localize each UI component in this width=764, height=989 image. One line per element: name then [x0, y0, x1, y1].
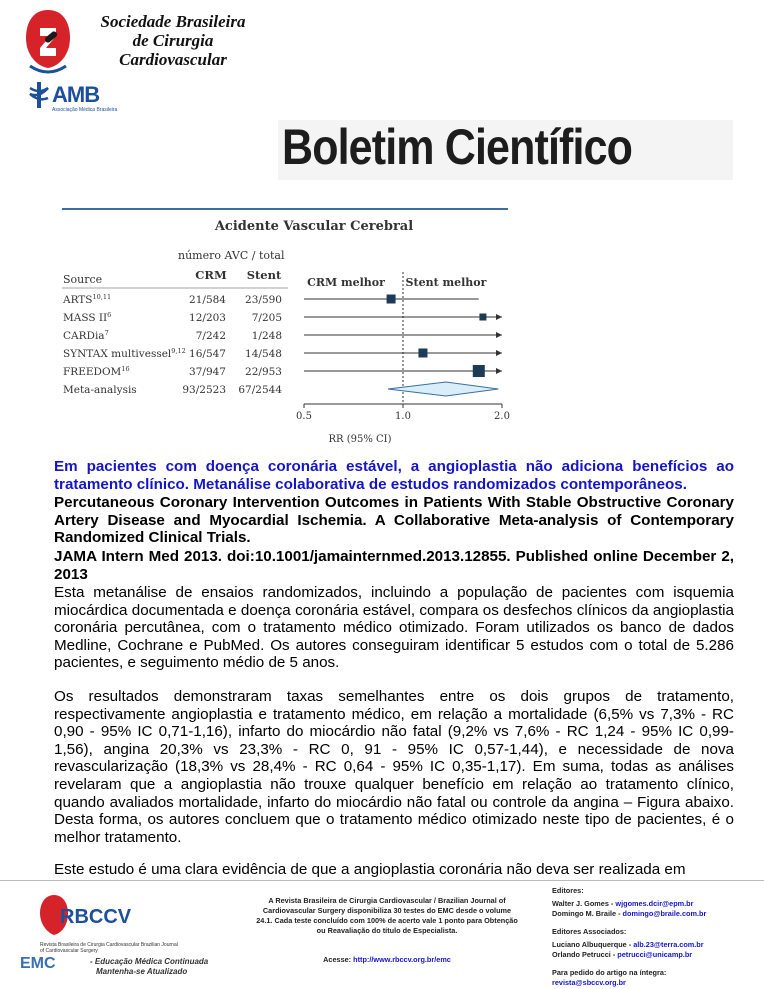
- amb-logo-text: AMB: [52, 82, 100, 107]
- amb-subtext: Associação Médica Brasileira: [52, 107, 118, 113]
- bulletin-title: Boletim Científico: [282, 119, 633, 175]
- order-email[interactable]: revista@sbccv.org.br: [552, 978, 626, 987]
- assoc-1-name: Luciano Albuquerque -: [552, 940, 632, 949]
- assoc-2-name: Orlando Petrucci -: [552, 950, 616, 959]
- label-stent-better: Stent melhor: [405, 276, 487, 289]
- footer-editors: [552, 886, 752, 988]
- ci-arrow: [496, 350, 502, 356]
- assoc-2-email[interactable]: petrucci@unicamp.br: [617, 950, 693, 959]
- editor-1-email[interactable]: wjgomes.dcir@epm.br: [615, 899, 694, 908]
- row-crm-count: 21/584: [189, 294, 226, 306]
- access-label: Acesse:: [323, 955, 352, 964]
- article-citation: JAMA Intern Med 2013. doi:10.1001/jamainternmed.2013.12855. Published online December 2, 2013: [54, 548, 734, 583]
- society-name: [78, 12, 268, 69]
- row-source: SYNTAX multivessel$^{9,12}$: [63, 347, 186, 360]
- emc-logo: EMC: [20, 955, 56, 972]
- row-source: Meta-analysis: [63, 384, 137, 396]
- row-stent-count: 22/953: [245, 366, 282, 378]
- sbccv-logo: [22, 6, 74, 76]
- ci-arrow: [496, 314, 502, 320]
- x-tick-label: 2.0: [494, 411, 510, 422]
- footer-access: [256, 955, 518, 964]
- row-stent-count: 67/2544: [238, 384, 282, 396]
- article-title-en: Percutaneous Coronary Intervention Outcomes in Patients With Stable Obstructive Coronary Artery Disease and Myocardial Ischemia. A Collaborative Meta-analysis of Contemporary Randomized Clinical Trials.: [54, 494, 734, 547]
- x-tick-label: 1.0: [395, 411, 411, 422]
- col-stent: Stent: [246, 268, 282, 282]
- point-estimate: [387, 295, 396, 304]
- row-source: CARDia$^7$: [63, 329, 109, 342]
- row-stent-count: 14/548: [245, 348, 282, 360]
- rbccv-logo-text: RBCCV: [60, 906, 132, 928]
- assoc-editors-heading: Editores Associados:: [552, 927, 627, 936]
- paragraph-2: Os resultados demonstraram taxas semelhantes entre os dois grupos de tratamento, respectivamente angioplastia e tratamento médico, em relação a mortalidade (6,5% vs 7,3% - RC 0,90 - 95% IC 0,71-1,16), infarto do miocárdio não fatal (9,2% vs 7,6% - RC 1,24 - 95% IC 0,99-1,56), angina 20,3% vs 23,3% - RC 0, 91 - 95% IC 0,57-1,44), e necessidade de nova revascularização (18,3% vs 28,4% - RC 0,64 - 95% IC 0,35-1,17). Em suma, todas as análises revelaram que a angioplastia não trouxe qualquer benefício em relação ao tratamento clínico, quando avaliados mortalidade, infarto do miocárdio não fatal ou controle da angina – Figura abaixo. Desta forma, os autores concluem que o tratamento médico otimizado neste tipo de pacientes, é o melhor tratamento.: [54, 688, 734, 846]
- row-source: ARTS$^{10,11}$: [63, 293, 112, 306]
- forest-plot: [56, 206, 516, 446]
- point-estimate: [479, 314, 486, 321]
- paragraph-3: Este estudo é uma clara evidência de que a angioplastia coronária não deva ser realizada em: [54, 861, 686, 878]
- row-source: FREEDOM$^{16}$: [63, 365, 130, 378]
- society-name-line-1: Sociedade Brasileira: [100, 12, 246, 31]
- editors-heading: Editores:: [552, 886, 584, 895]
- figure-title: Acidente Vascular Cerebral: [214, 219, 414, 234]
- editor-2-name: Domingo M. Braile -: [552, 909, 621, 918]
- summary-diamond: [388, 382, 498, 396]
- row-crm-count: 37/947: [189, 366, 226, 378]
- article-headline: Em pacientes com doença coronária estável, a angioplastia não adiciona benefícios ao tratamento clínico. Metanálise colaborativa de estudos randomizados contemporâneos.: [54, 458, 734, 493]
- row-crm-count: 7/242: [195, 330, 226, 342]
- row-crm-count: 12/203: [189, 312, 226, 324]
- row-source: MASS $II^6$: [63, 311, 112, 324]
- rbccv-small-text: Revista Brasileira de Cirurgia Cardiovascular Brazilian Journal of Cardiovascular Surgery: [40, 942, 178, 954]
- plot-area: [296, 272, 510, 422]
- ci-arrow: [496, 332, 502, 338]
- count-header: número AVC / total: [178, 249, 285, 262]
- society-name-line-2: de Cirurgia: [132, 31, 214, 50]
- ci-arrow: [496, 368, 502, 374]
- label-crm-better: CRM melhor: [307, 276, 385, 289]
- society-name-line-3: Cardiovascular: [119, 50, 227, 69]
- editor-2-email[interactable]: domingo@braile.com.br: [622, 909, 707, 918]
- order-text: Para pedido do artigo na íntegra:: [552, 968, 667, 977]
- emc-tagline-1: - Educação Médica Continuada: [90, 957, 209, 966]
- rbccv-logo: [36, 889, 156, 941]
- emc-tagline: [90, 957, 208, 977]
- row-stent-count: 1/248: [251, 330, 282, 342]
- x-axis-label: RR (95% CI): [328, 434, 392, 445]
- row-crm-count: 93/2523: [182, 384, 226, 396]
- col-crm: CRM: [195, 268, 227, 282]
- point-estimate: [473, 365, 485, 377]
- col-source: Source: [63, 273, 103, 286]
- table-rows: [62, 293, 282, 396]
- caduceus-icon: [26, 80, 52, 110]
- emc-tagline-2: Mantenha-se Atualizado: [96, 967, 188, 976]
- editor-1-name: Walter J. Gomes -: [552, 899, 614, 908]
- row-crm-count: 16/547: [189, 348, 226, 360]
- assoc-1-email[interactable]: alb.23@terra.com.br: [633, 940, 704, 949]
- footer-center-text: A Revista Brasileira de Cirurgia Cardiovascular / Brazilian Journal of Cardiovascular Surgery disponibiliza 30 testes do EMC desde o volume 24.1. Cada teste concluído com 100% de acerto vale 1 ponto para Obtenção ou Reavaliação do título de Especialista.: [256, 896, 518, 935]
- access-link[interactable]: http://www.rbccv.org.br/emc: [353, 955, 451, 964]
- paragraph-1: Esta metanálise de ensaios randomizados, incluindo a população de pacientes com isquemia miocárdica documentada e doença coronária estável, compara os desfechos clínicos da angioplastia coronária percutânea, com o tratamento médico otimizado. Foram utilizados os banco de dados Medline, Cochrane e PubMed. Os autores conseguiram identificar 5 estudos com o total de 5.286 pacientes, e seguimento médio de 5 anos.: [54, 584, 734, 672]
- x-tick-label: 0.5: [296, 411, 312, 422]
- row-stent-count: 7/205: [251, 312, 282, 324]
- point-estimate: [418, 349, 427, 358]
- row-stent-count: 23/590: [245, 294, 282, 306]
